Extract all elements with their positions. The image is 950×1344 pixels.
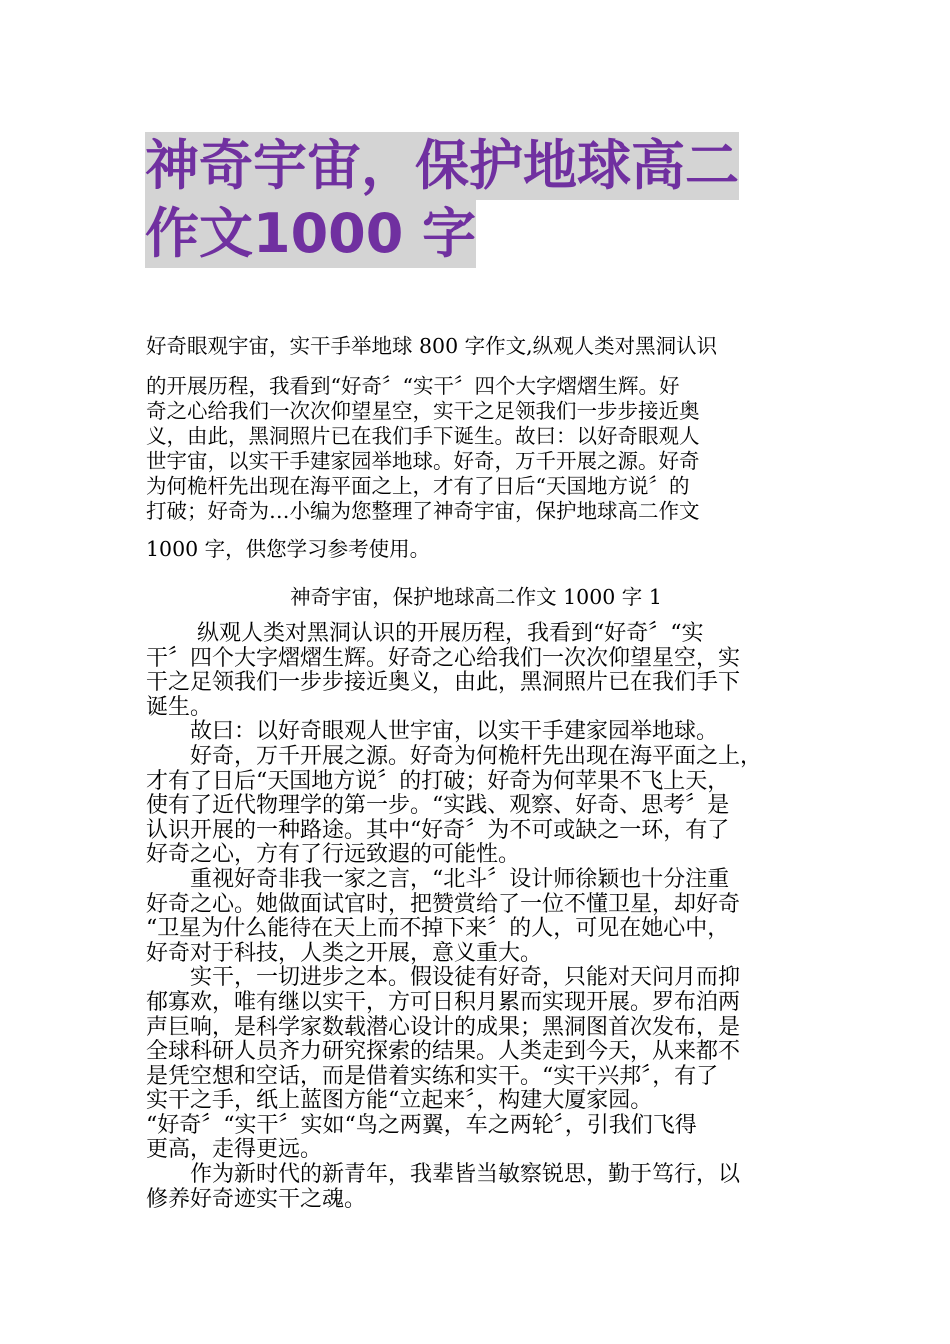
body-line: 实干，一切进步之本。假设徒有好奇，只能对天问月而抑: [146, 965, 741, 991]
body-line: 好奇之心，方有了行远致遐的可能性。: [146, 842, 521, 868]
body-line: 声巨响，是科学家数载潜心设计的成果；黑洞图首次发布，是: [146, 1014, 741, 1040]
body-line: 干〞四个大字熠熠生辉。好奇之心给我们一次次仰望星空，实: [146, 645, 741, 671]
body-line: 全球科研人员齐力研究探索的结果。人类走到今天，从来都不: [146, 1039, 741, 1065]
body-line: 好奇对于科技，人类之开展，意义重大。: [146, 940, 543, 966]
body-line: “好奇〞“实干〞实如“鸟之两翼，车之两轮〞，引我们飞得: [146, 1112, 697, 1138]
body-line: 纵观人类对黑洞认识的开展历程，我看到“好奇〞“实: [146, 621, 704, 646]
body-line: 使有了近代物理学的第一步。“实践、观察、好奇、思考〞是: [146, 793, 730, 819]
intro-line: 打破；好奇为…小编为您整理了神奇宇宙，保护地球高二作文: [146, 499, 700, 523]
intro-line: 的开展历程，我看到“好奇〞“实干〞四个大字熠熠生辉。好: [146, 374, 680, 398]
body-line: 修养好奇迹实干之魂。: [146, 1186, 367, 1212]
intro-line: 为何桅杆先出现在海平面之上，才有了日后“天国地方说〞的: [146, 474, 690, 498]
body-line: 好奇，万千开展之源。好奇为何桅杆先出现在海平面之上，: [146, 743, 763, 769]
body-line: 认识开展的一种路途。其中“好奇〞为不可或缺之一环，有了: [146, 817, 730, 843]
body-line: 诞生。: [146, 694, 213, 720]
body-line: 好奇之心。她做面试官时，把赞赏给了一位不懂卫星，却好奇: [146, 891, 741, 917]
intro-line: 奇之心给我们一次次仰望星空，实干之足领我们一步步接近奥: [146, 399, 700, 423]
body-line: 作为新时代的新青年，我辈皆当敏察锐思，勤于笃行，以: [146, 1162, 741, 1188]
body-line: 是凭空想和空话，而是借着实练和实干。“实干兴邦〞，有了: [146, 1063, 719, 1089]
body-line: “卫星为什么能待在天上而不掉下来〞的人，可见在她心中，: [146, 916, 730, 942]
body-line: 实干之手，纸上蓝图方能“立起来〞，构建大厦家园。: [146, 1088, 653, 1114]
document-title-line-1: 神奇宇宙，保护地球高二: [145, 132, 739, 200]
body-line: 才有了日后“天国地方说〞的打破；好奇为何苹果不飞上天，: [146, 768, 730, 794]
body-line: 郁寡欢，唯有继以实干，方可日积月累而实现开展。罗布泊两: [146, 989, 741, 1015]
body-line: 干之足领我们一步步接近奥义，由此，黑洞照片已在我们手下: [146, 670, 741, 696]
body-line: 重视好奇非我一家之言，“北斗〞设计师徐颖也十分注重: [146, 866, 730, 892]
essay-body: [146, 622, 826, 1212]
section-heading: 神奇宇宙，保护地球高二作文 1000 字 1: [290, 585, 662, 609]
document-title-line-2: 作文1000 字: [145, 200, 476, 268]
intro-line: 1000 字，供您学习参考使用。: [146, 537, 431, 561]
body-line: 故曰：以好奇眼观人世宇宙，以实干手建家园举地球。: [146, 719, 719, 745]
intro-line: 义，由此，黑洞照片已在我们手下诞生。故曰：以好奇眼观人: [146, 424, 700, 448]
intro-line: 好奇眼观宇宙，实干手举地球 800 字作文,纵观人类对黑洞认识: [146, 334, 718, 358]
intro-line: 世宇宙，以实干手建家园举地球。好奇，万千开展之源。好奇: [146, 449, 700, 473]
body-line: 更高，走得更远。: [146, 1137, 323, 1163]
